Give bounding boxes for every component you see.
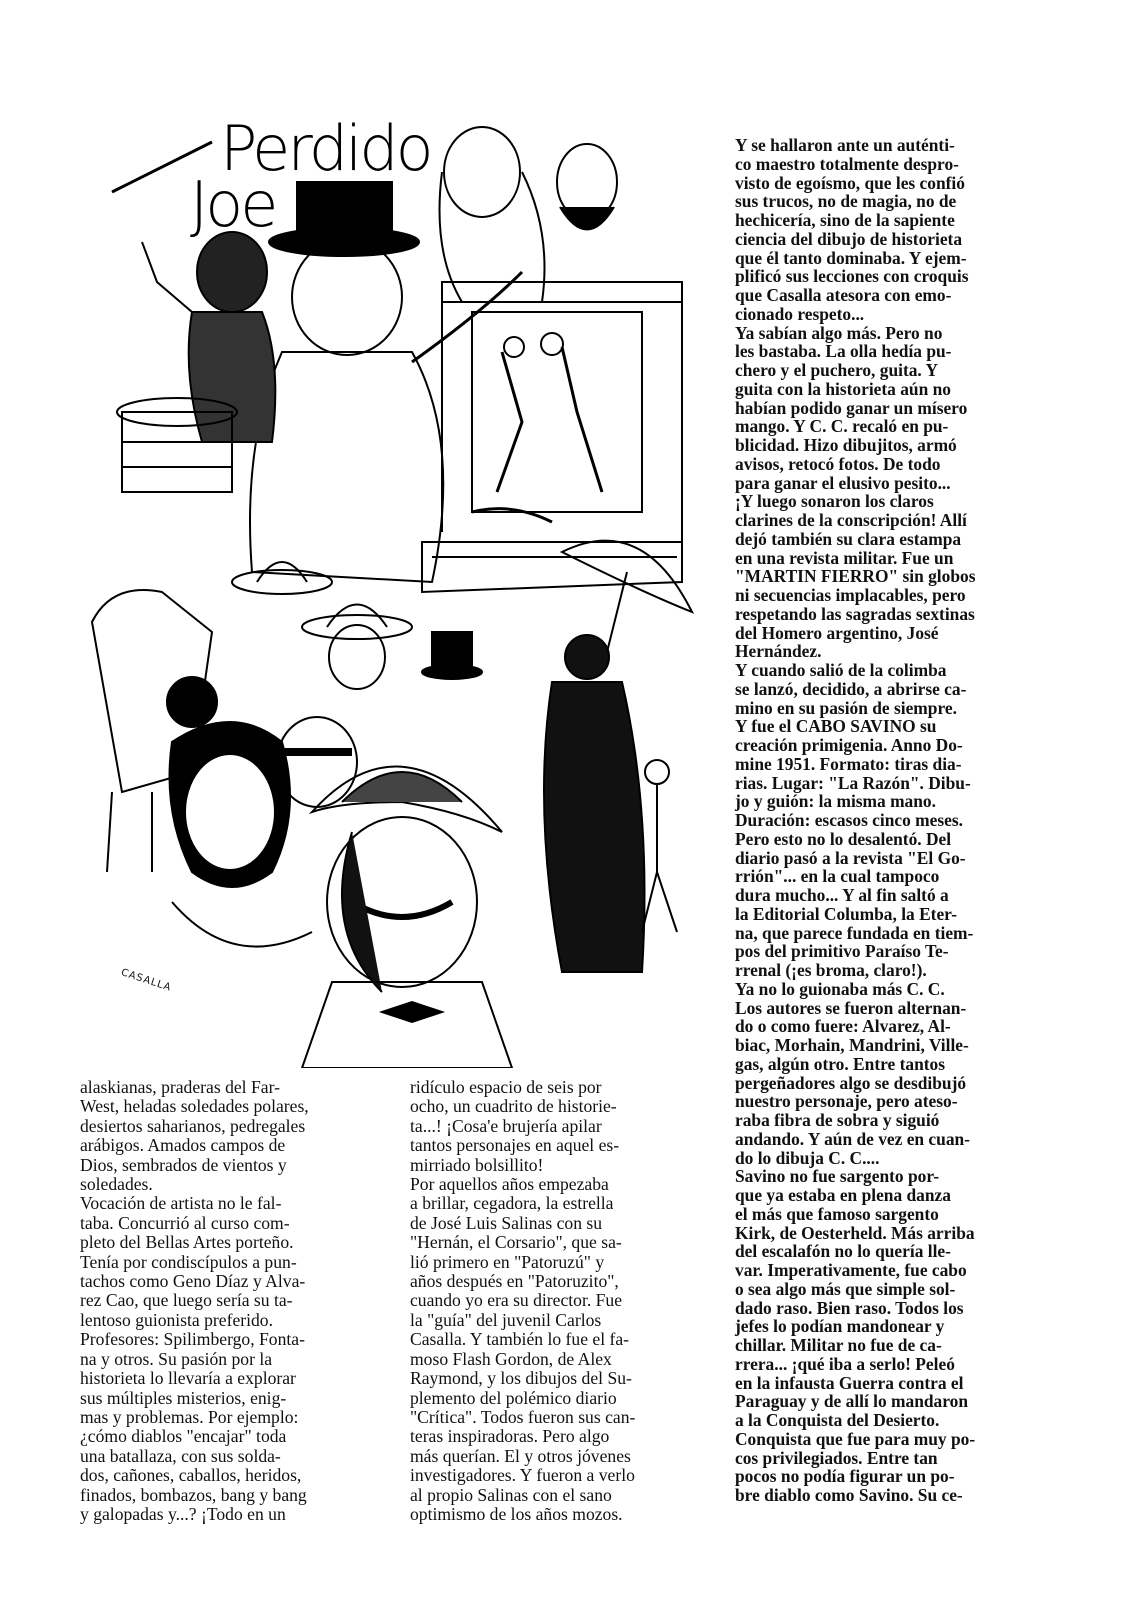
- text-column-2: ridículo espacio de seis por ocho, un cuadrito de historie- ta...! ¡Cosa'e brujería apilar tantos personajes en aquel es- mirriado bolsillito! Por aquellos años empezaba a brillar, cegadora, la estrella de José Luis Salinas con su "Hernán, el Corsario", que sa- lió primero en "Patoruzú" y años después en "Patoruzito", cuando yo era su director. Fue la "guía" del juvenil Carlos Casalla. Y también lo fue el fa- moso Flash Gordon, de Alex Raymond, y los dibujos del Su- plemento del polémico diario "Crítica". Todos fueron sus can- teras inspiradoras. Pero algo más querían. El y otros jóvenes investigadores. Y fueron a verlo al propio Salinas con el sano optimismo de los años mozos.: [410, 1077, 636, 1524]
- text-column-3: Y se hallaron ante un auténti- co maestro totalmente despro- visto de egoísmo, que les confió sus trucos, no de magia, no de hechicería, sino de la sapiente ciencia del dibujo de historieta que él tanto dominaba. Y ejem- plificó sus lecciones con croquis que Casalla atesora con emo- cionado respeto... Ya sabían algo más. Pero no les bastaba. La olla hedía pu- chero y el puchero, guita. Y guita con la historieta aún no habían podido ganar un mísero mango. Y C. C. recaló en pu- blicidad. Hizo dibujitos, armó avisos, retocó fotos. De todo para ganar el elusivo pesito... ¡Y luego sonaron los claros clarines de la conscripción! Allí dejó también su clara estampa en una revista militar. Fue un "MARTIN FIERRO" sin globos ni secuencias implacables, pero respetando las sagradas sextinas del Homero argentino, José Hernández. Y cuando salió de la colimba se lanzó, decidido, a abrirse ca- mino en su pasión de siempre. Y fue el CABO SAVINO su creación primigenia. Anno Do- mine 1951. Formato: tiras dia- rias. Lugar: "La Razón". Dibu- jo y guión: la misma mano. Duración: escasos cinco meses. Pero esto no lo desalentó. Del diario pasó a la revista "El Go- rrión"... en la cual tampoco dura mucho... Y al fin saltó a la Editorial Columba, la Eter- na, que parece fundada en tiem- pos del primitivo Paraíso Te- rrenal (¡es broma, claro!). Ya no lo guionaba más C. C. Los autores se fueron alternan- do o como fuere: Alvarez, Al- biac, Morhain, Mandrini, Ville- gas, algún otro. Entre tantos pergeñadores algo se desdibujó nuestro personaje, pero ateso- raba fibra de sobra y siguió andando. Y aún de vez en cuan- do lo dibuja C. C.... Savino no fue sargento por- que ya estaba en plena danza el más que famoso sargento Kirk, de Oesterheld. Más arriba del escalafón no lo quería lle- var. Imperativamente, fue cabo o sea algo más que simple sol- dado raso. Bien raso. Todos los jefes lo podían mandonear y chillar. Militar no fue de ca- rrera... ¡qué iba a serlo! Peleó en la infausta Guerra contra el Paraguay y de allí lo mandaron a la Conquista del Desierto. Conquista que fue para muy po- cos privilegiados. Entre tan pocos no podía figurar un po- bre diablo como Savino. Su ce-: [735, 135, 976, 1505]
- illustration-drawing: [82, 112, 694, 1068]
- ink-illustration: [82, 112, 694, 1068]
- title-line-1: Perdido: [220, 112, 431, 185]
- artist-signature: CASALLA: [119, 967, 173, 994]
- article-title: [190, 112, 431, 241]
- title-line-2: Joe: [190, 168, 276, 241]
- text-column-1: alaskianas, praderas del Far- West, heladas soledades polares, desiertos saharianos, pedregales arábigos. Amados campos de Dios, sembrados de vientos y soledades. Vocación de artista no le fal- taba. Concurrió al curso com- pleto del Bellas Artes porteño. Tenía por condiscípulos a pun- tachos como Geno Díaz y Alva- rez Cao, que luego sería su ta- lentoso guionista preferido. Profesores: Spilimbergo, Fonta- na y otros. Su pasión por la historieta lo llevaría a explorar sus múltiples misterios, enig- mas y problemas. Por ejemplo: ¿cómo diablos "encajar" toda una batallaza, con sus solda- dos, cañones, caballos, heridos, finados, bombazos, bang y bang y galopadas y...? ¡Todo en un: [80, 1077, 309, 1524]
